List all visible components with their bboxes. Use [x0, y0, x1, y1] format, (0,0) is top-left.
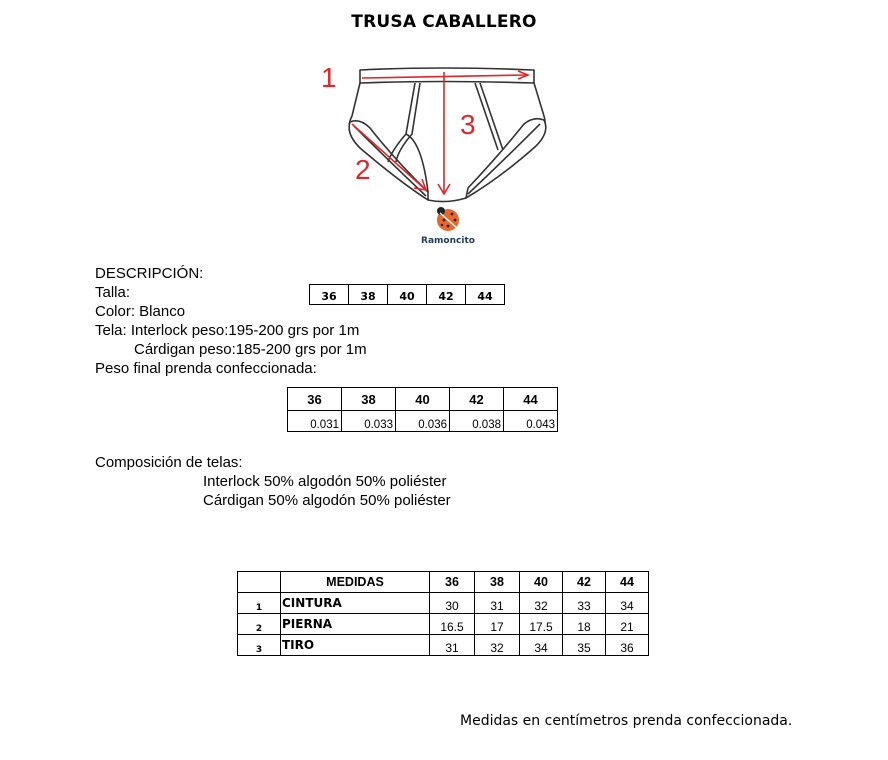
composition-heading: Composición de telas:: [95, 454, 243, 471]
sizes-table: [309, 284, 505, 305]
measures-header-label: MEDIDAS: [281, 572, 430, 593]
measure-cell: 32: [520, 593, 563, 614]
tela-line-2: Cárdigan peso:185-200 grs por 1m: [134, 341, 367, 358]
index-header-cell: [238, 572, 281, 593]
measure-cell: 35: [563, 635, 606, 656]
size-cell: 42: [427, 285, 466, 305]
weight-header-row: [288, 388, 558, 411]
color-line: Color: Blanco: [95, 303, 186, 320]
talla-label: Talla:: [95, 284, 131, 301]
description-heading: DESCRIPCIÓN:: [95, 265, 204, 282]
row-index: 1: [238, 593, 281, 614]
weight-value-cell: 0.031: [288, 411, 342, 432]
composition-line: Interlock 50% algodón 50% poliéster: [203, 473, 447, 490]
measure-cell: 17.5: [520, 614, 563, 635]
measures-row-cintura: [238, 593, 649, 614]
measures-row-tiro: [238, 635, 649, 656]
weight-value-cell: 0.033: [342, 411, 396, 432]
row-label: PIERNA: [281, 614, 430, 635]
measures-header-row: [238, 572, 649, 593]
weight-value-cell: 0.036: [396, 411, 450, 432]
measure-cell: 31: [430, 635, 475, 656]
footer-note: Medidas en centímetros prenda confeccionada.: [460, 713, 793, 729]
weight-table: [287, 387, 558, 432]
measure-cell: 36: [606, 635, 649, 656]
measure-cell: 17: [475, 614, 520, 635]
weight-header-cell: 40: [396, 388, 450, 411]
briefs-outline: [349, 68, 546, 202]
measure-cell: 33: [563, 593, 606, 614]
row-index: 3: [238, 635, 281, 656]
sizes-row: [310, 285, 505, 305]
weight-value-cell: 0.043: [504, 411, 558, 432]
row-label: CINTURA: [281, 593, 430, 614]
measure-cell: 34: [520, 635, 563, 656]
measures-row-pierna: [238, 614, 649, 635]
size-cell: 36: [310, 285, 349, 305]
size-header-cell: 40: [520, 572, 563, 593]
size-header-cell: 38: [475, 572, 520, 593]
size-cell: 40: [388, 285, 427, 305]
measure-cell: 32: [475, 635, 520, 656]
weight-header-cell: 42: [450, 388, 504, 411]
weight-header-cell: 38: [342, 388, 396, 411]
ladybug-logo-icon: [437, 207, 459, 231]
row-label: TIRO: [281, 635, 430, 656]
measures-table: [237, 571, 649, 656]
size-cell: 38: [349, 285, 388, 305]
composition-line: Cárdigan 50% algodón 50% poliéster: [203, 492, 451, 509]
peso-label: Peso final prenda confeccionada:: [95, 360, 317, 377]
measure-cell: 31: [475, 593, 520, 614]
measure-cell: 30: [430, 593, 475, 614]
measure-arrows: [352, 71, 528, 194]
size-header-cell: 36: [430, 572, 475, 593]
briefs-illustration: [300, 50, 580, 250]
size-header-cell: 44: [606, 572, 649, 593]
garment-diagram: [300, 50, 580, 250]
marker-3: 3: [460, 109, 476, 140]
weight-value-cell: 0.038: [450, 411, 504, 432]
brand-logo-text: Ramoncito: [421, 236, 475, 246]
tela-line-1: Tela: Interlock peso:195-200 grs por 1m: [95, 322, 360, 339]
measure-cell: 21: [606, 614, 649, 635]
size-cell: 44: [466, 285, 505, 305]
marker-1: 1: [321, 62, 337, 93]
measure-cell: 18: [563, 614, 606, 635]
row-index: 2: [238, 614, 281, 635]
measure-cell: 16.5: [430, 614, 475, 635]
weight-value-row: [288, 411, 558, 432]
weight-header-cell: 36: [288, 388, 342, 411]
marker-2: 2: [355, 154, 371, 185]
weight-header-cell: 44: [504, 388, 558, 411]
page-title: TRUSA CABALLERO: [351, 12, 537, 32]
size-header-cell: 42: [563, 572, 606, 593]
measure-cell: 34: [606, 593, 649, 614]
